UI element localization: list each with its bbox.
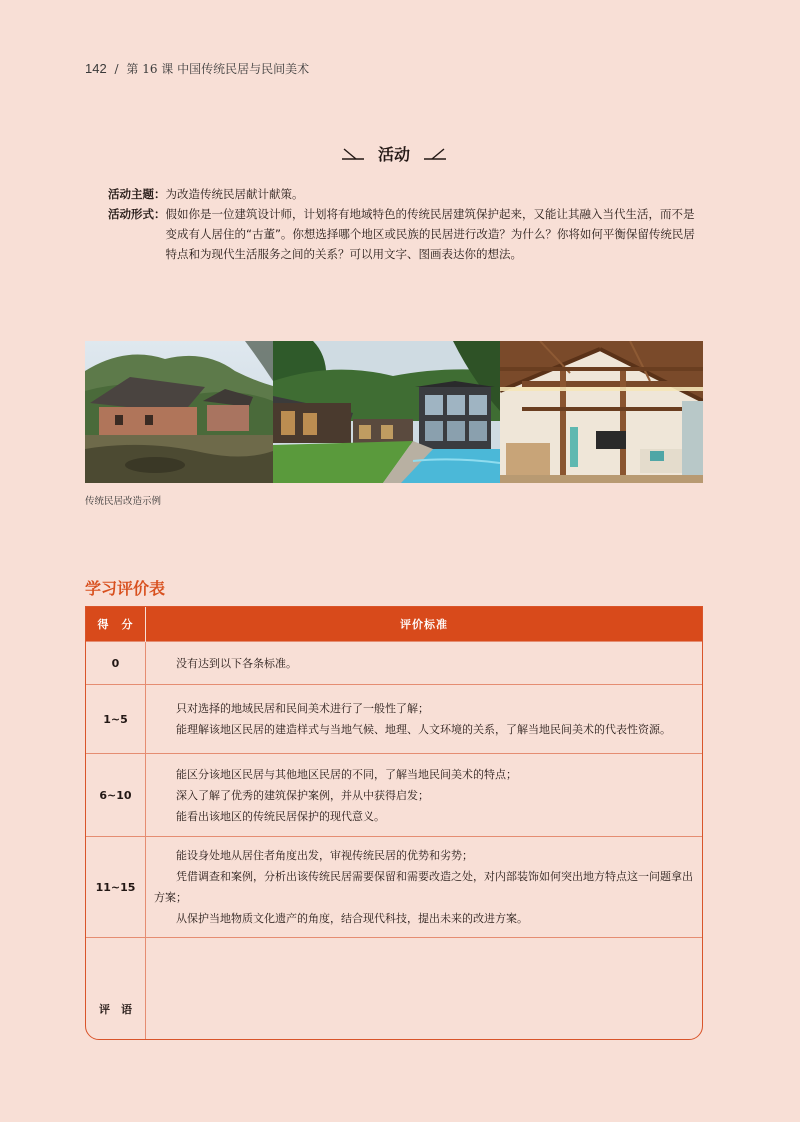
row-criteria (146, 642, 703, 685)
activity-title: 活动 (377, 145, 410, 164)
criteria-line: 深入了解了优秀的建筑保护案例，并从中获得启发； (176, 788, 429, 802)
evaluation-title: 学习评价表 (85, 579, 166, 598)
photo-renovated-interior (500, 341, 703, 483)
row-score: 评 语 (86, 938, 146, 1041)
criteria-line: 只对选择的地域民居和民间美术进行了一般性了解； (176, 702, 429, 715)
activity-form (108, 204, 704, 264)
form-label: 活动形式： (108, 207, 166, 221)
row-score: 11~15 (86, 837, 146, 938)
row-criteria (146, 754, 703, 837)
table-row (86, 642, 702, 685)
photo-strip (85, 341, 703, 483)
lesson-title: 中国传统民居与民间美术 (177, 62, 310, 76)
row-criteria (146, 837, 703, 938)
header-score: 得 分 (86, 607, 146, 642)
theme-label: 活动主题： (108, 187, 166, 201)
left-deco-icon (342, 148, 364, 160)
criteria-line: 能理解该地区民居的建造样式与当地气候、地理、人文环境的关系，了解当地民间美术的代表性资源。 (176, 723, 671, 736)
activity-body (108, 184, 704, 264)
photo-old-house (85, 341, 273, 483)
table-row-comments (86, 938, 702, 1041)
row-score: 6~10 (86, 754, 146, 837)
page-number: 142 (85, 61, 107, 76)
evaluation-table (85, 606, 703, 1040)
criteria-line: 能区分该地区民居与其他地区民居的不同，了解当地民间美术的特点； (176, 767, 517, 781)
activity-theme (108, 184, 704, 204)
lesson-number: 第 16 课 (126, 62, 174, 76)
criteria-line: 能设身处地从居住者角度出发，审视传统民居的优势和劣势； (176, 849, 473, 862)
form-text: 假如你是一位建筑设计师，计划将有地域特色的传统民居建筑保护起来，又能让其融入当代生活，而不是变成有人居住的“古董”。你想选择哪个地区或民族的民居进行改造？为什么？你将如何平衡保留传统民居特点和为现代生活服务之间的关系？可以用文字、图画表达你的想法。 (165, 207, 695, 261)
table-row (86, 754, 702, 837)
criteria-line: 没有达到以下各条标准。 (176, 656, 297, 670)
table-header-row (86, 607, 702, 642)
photo-renovated-exterior (273, 341, 500, 483)
row-criteria (146, 685, 703, 754)
row-score: 0 (86, 642, 146, 685)
theme-text: 为改造传统民居献计献策。 (165, 187, 304, 201)
page-header (85, 60, 309, 77)
table-row (86, 837, 702, 938)
activity-heading (0, 142, 788, 165)
criteria-line: 能看出该地区的传统民居保护的现代意义。 (176, 809, 385, 823)
criteria-line: 从保护当地物质文化遗产的角度，结合现代科技，提出未来的改进方案。 (176, 912, 528, 925)
row-score: 1~5 (86, 685, 146, 754)
header-separator: / (114, 62, 119, 76)
header-criteria: 评价标准 (146, 607, 703, 642)
comments-area[interactable] (146, 938, 703, 1041)
criteria-line: 凭借调查和案例，分析出该传统民居需要保留和需要改造之处，对内部装饰如何突出地方特点这一问题拿出方案； (154, 870, 693, 904)
right-deco-icon (424, 148, 446, 160)
table-row (86, 685, 702, 754)
photo-caption: 传统民居改造示例 (85, 496, 162, 507)
